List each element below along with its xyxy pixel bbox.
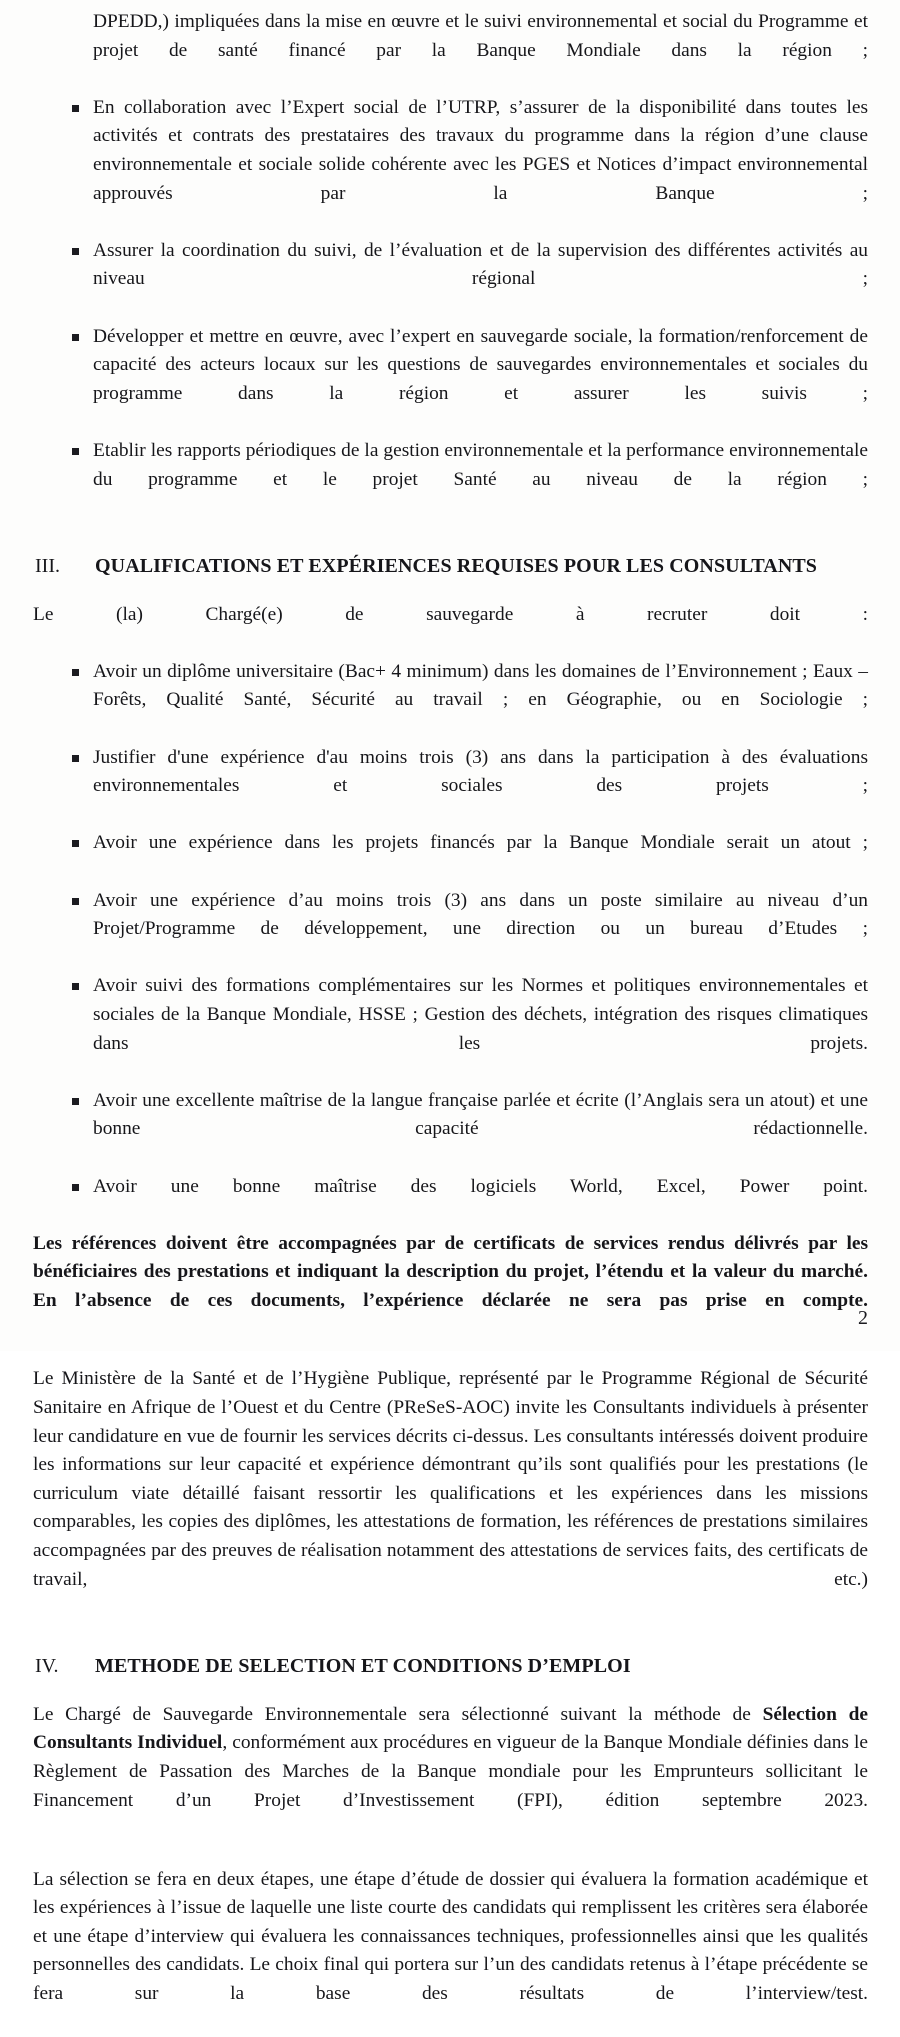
section-number-iv: IV. (35, 1654, 59, 1677)
list-item-label: Avoir une expérience d’au moins trois (3) ans dans un poste similaire au niveau d’un Projet/Programme de développement, une direction ou un bureau d’Etudes ; (93, 889, 868, 940)
list-item (93, 744, 868, 830)
square-bullet-icon (72, 1174, 80, 1182)
list-item-label: Justifier d'une expérience d'au moins trois (3) ans dans la participation à des évaluations environnementales et sociales des projets ; (93, 746, 868, 797)
section-heading-iii (33, 553, 868, 579)
list-item (93, 658, 868, 744)
square-bullet-icon (72, 95, 80, 103)
list-item-label: Développer et mettre en œuvre, avec l’expert en sauvegarde sociale, la formation/renforcement de capacité des acteurs locaux sur les questions de sauvegardes environnementales et sociales du programme dans la région et assurer les suivis ; (93, 325, 868, 404)
list-item (93, 829, 868, 886)
references-notice: Les références doivent être accompagnées par de certificats de services rendus délivrés par les bénéficiaires des prestations et indiquant la description du projet, l’étendu et la valeur du marché. En l’absence de ces documents, l’expérience déclarée ne sera pas prise en compte. (33, 1232, 868, 1311)
selection-method-paragraph (33, 1701, 868, 1844)
square-bullet-icon (72, 324, 80, 332)
section-title-iii: QUALIFICATIONS ET EXPÉRIENCES REQUISES POUR LES CONSULTANTS (95, 554, 818, 577)
qualifications-bullet-list (33, 658, 868, 1230)
mission-bullet-list (33, 94, 868, 523)
square-bullet-icon (72, 659, 80, 667)
list-item (93, 887, 868, 973)
list-item-label: Assurer la coordination du suivi, de l’évaluation et de la supervision des différentes activités au niveau régional ; (93, 239, 868, 290)
section-heading-iv (33, 1653, 868, 1679)
list-item (93, 972, 868, 1086)
square-bullet-icon (72, 1088, 80, 1096)
list-item-label: Avoir une excellente maîtrise de la langue française parlée et écrite (l’Anglais sera un atout) et une bonne capacité rédactionnelle. (93, 1089, 868, 1140)
selection-method-text-tail: , conformément aux procédures en vigueur de la Banque Mondiale définies dans le Règlement de Passation des Marches de la Banque mondiale pour les Emprunteurs sollicitant le Financement d’un Projet d’Investissement (FPI), édition septembre 2023. (33, 1732, 868, 1811)
list-item (93, 94, 868, 237)
square-bullet-icon (72, 830, 80, 838)
list-item-label: Avoir une expérience dans les projets financés par la Banque Mondiale serait un atout ; (93, 832, 868, 854)
list-item (93, 437, 868, 523)
square-bullet-icon (72, 238, 80, 246)
list-item (93, 1173, 868, 1230)
invitation-paragraph: Le Ministère de la Santé et de l’Hygiène Publique, représenté par le Programme Régional de Sécurité Sanitaire en Afrique de l’Ouest et du Centre (PReSeS-AOC) invite les Consultants individuels à présenter leur candidature en vue de fournir les services décrits ci-dessus. Les consultants intéressés doivent produire les informations sur leur capacité et expérience démontrant qu’ils sont qualifiés pour les prestations (le curriculum viate détaillé faisant ressortir les qualifications et les expériences dans les missions comparables, les copies des diplômes, les attestations de formation, les références de prestations similaires accompagnées par des preuves de réalisation notamment des attestations de services faits, des certificats de travail, etc.) (33, 1368, 868, 1590)
continuation-paragraph: DPEDD,) impliquées dans la mise en œuvre et le suivi environnemental et social du Programme et projet de santé financé par la Banque Mondiale dans la région ; (93, 11, 868, 61)
list-item (93, 1087, 868, 1173)
square-bullet-icon (72, 745, 80, 753)
selection-stages-paragraph: La sélection se fera en deux étapes, une étape d’étude de dossier qui évaluera la formation académique et les expériences à l’issue de laquelle une liste courte des candidats qui remplissent les critères sera élaborée et une étape d’interview qui évaluera les connaissances techniques, professionnelles ainsi que les qualités personnelles des candidats. Le choix final qui portera sur l’un des candidats retenus à l’étape précédente se fera sur la base des résultats de l’interview/test. (33, 1868, 868, 2005)
section-iii-intro: Le (la) Chargé(e) de sauvegarde à recruter doit : (33, 603, 868, 625)
list-item (93, 237, 868, 323)
selection-method-text-lead: Le Chargé de Sauvegarde Environnementale sera sélectionné suivant la méthode de (33, 1703, 763, 1725)
list-item-label: Etablir les rapports périodiques de la gestion environnementale et la performance environnementale du programme et le projet Santé au niveau de la région ; (93, 439, 868, 490)
square-bullet-icon (72, 973, 80, 981)
list-item-label: En collaboration avec l’Expert social de l’UTRP, s’assurer de la disponibilité dans toutes les activités et contrats des prestataires des travaux du programme dans la région d’une clause environnementale et sociale solide cohérente avec les PGES et Notices d’impact environnemental approuvés par la Banque ; (93, 96, 868, 204)
page-number: 2 (858, 1307, 868, 1329)
list-item-label: Avoir une bonne maîtrise des logiciels World, Excel, Power point. (93, 1175, 868, 1197)
selection-method-emphasis: Sélection de Consultants Individuel (33, 1703, 868, 1754)
section-title-iv: METHODE DE SELECTION ET CONDITIONS D’EMPLOI (95, 1654, 631, 1677)
section-number-iii: III. (35, 554, 60, 577)
page-content (33, 8, 868, 2037)
list-item (93, 323, 868, 437)
list-item-label: Avoir suivi des formations complémentaires sur les Normes et politiques environnementales et sociales de la Banque Mondiale, HSSE ; Gestion des déchets, intégration des risques climatiques dans les projets. (93, 975, 868, 1054)
square-bullet-icon (72, 888, 80, 896)
square-bullet-icon (72, 438, 80, 446)
list-item-label: Avoir un diplôme universitaire (Bac+ 4 minimum) dans les domaines de l’Environnement ; Eaux – Forêts, Qualité Santé, Sécurité au travail ; en Géographie, ou en Sociologie ; (93, 660, 868, 711)
